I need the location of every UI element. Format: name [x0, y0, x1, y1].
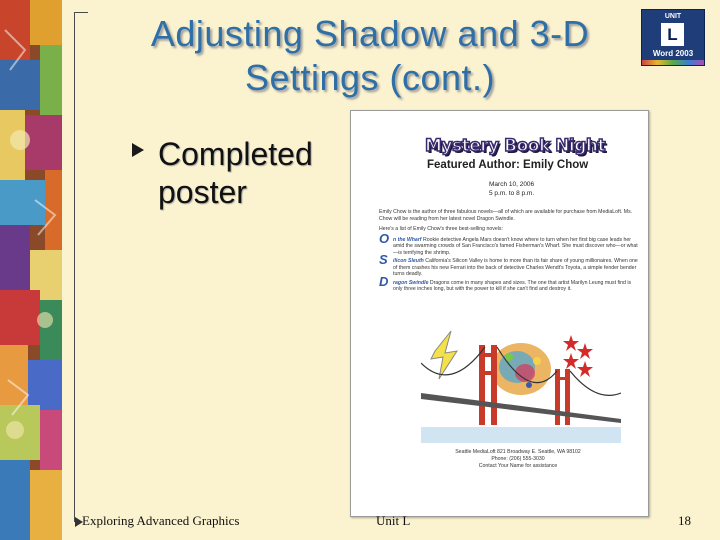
- book-description: Dragons come in many shapes and sizes. The one that artist Marilyn Leung must find is only three inches long, but with the power to kill if she can't find and destroy it.: [393, 279, 632, 292]
- title-line-1: Adjusting Shadow and 3-D: [150, 13, 590, 54]
- book-name: ragon Swindle: [393, 279, 429, 286]
- book-item: [379, 273, 639, 293]
- frame-top-tick: [74, 12, 88, 13]
- book-initial: D: [379, 273, 389, 289]
- poster-date-line: March 10, 2006: [489, 181, 535, 188]
- poster-date: [489, 180, 534, 198]
- star-icon: [577, 361, 593, 377]
- poster-title: Mystery Book Night: [425, 136, 606, 156]
- poster-intro: Emily Chow is the author of three fabulous novels—all of which are available for purchase from MediaLoft. Ms. Chow will be reading from her latest novel Dragon Swindle.: [379, 209, 633, 222]
- badge-color-strip: [642, 60, 704, 65]
- poster-list-intro: Here's a list of Emily Chow's three best-selling novels:: [379, 226, 503, 232]
- poster-time-line: 5 p.m. to 8 p.m.: [489, 190, 535, 197]
- frame-vertical-line: [74, 12, 75, 522]
- poster-footer: [443, 449, 593, 470]
- lightning-bolt-icon: [431, 331, 457, 379]
- bullet-text: Completed poster: [158, 136, 313, 210]
- slide-title: [90, 12, 650, 100]
- poster-body: [379, 209, 639, 295]
- bridge-illustration: [421, 323, 621, 443]
- book-initial: O: [379, 230, 390, 246]
- footer-unit-label: Unit L: [376, 513, 411, 528]
- book-item: [379, 230, 639, 257]
- bridge-deck: [421, 393, 621, 423]
- footer-section-title: Exploring Advanced Graphics: [82, 513, 240, 528]
- page-number: 18: [678, 513, 691, 528]
- star-icon: [563, 335, 579, 351]
- poster-phone: Phone: (206) 555-3030: [491, 456, 545, 462]
- badge-product-label: Word 2003: [652, 49, 694, 58]
- decorative-collage: [0, 0, 62, 540]
- badge-unit-letter: L: [661, 23, 684, 46]
- poster-contact: Contact Your Name for assistance: [478, 463, 558, 469]
- title-line-2: Settings (cont.): [244, 57, 496, 98]
- book-description: California's Silicon Valley is home to more than its fair share of young millionaires. When one of them crashes his new Ferrari into the back of detective Charles Wendt's Toyota, a simple fender bender turns deadly.: [393, 258, 638, 277]
- badge-unit-label: UNIT: [664, 13, 682, 20]
- poster-address: Seattle MediaLoft 821 Broadway E. Seattle, WA 98102: [455, 449, 581, 455]
- unit-badge: [641, 9, 705, 66]
- poster-subtitle: Featured Author: Emily Chow: [427, 159, 589, 171]
- book-name: n the Wharf: [393, 236, 422, 243]
- book-initial: S: [379, 252, 388, 267]
- completed-poster: [350, 110, 649, 517]
- book-description: Rookie detective Angela Mars doesn't know where to turn when her first big case leads her amid the swarming crowds of San Francisco's famed Fisherman's Wharf. She must discover who—or what—is terrifying the shrimp.: [393, 236, 638, 256]
- book-name: ilicon Sleuth: [393, 258, 424, 264]
- book-item: [379, 252, 639, 278]
- bullet-arrow-icon: [132, 143, 144, 157]
- star-icon: [577, 343, 593, 359]
- star-icon: [563, 353, 579, 369]
